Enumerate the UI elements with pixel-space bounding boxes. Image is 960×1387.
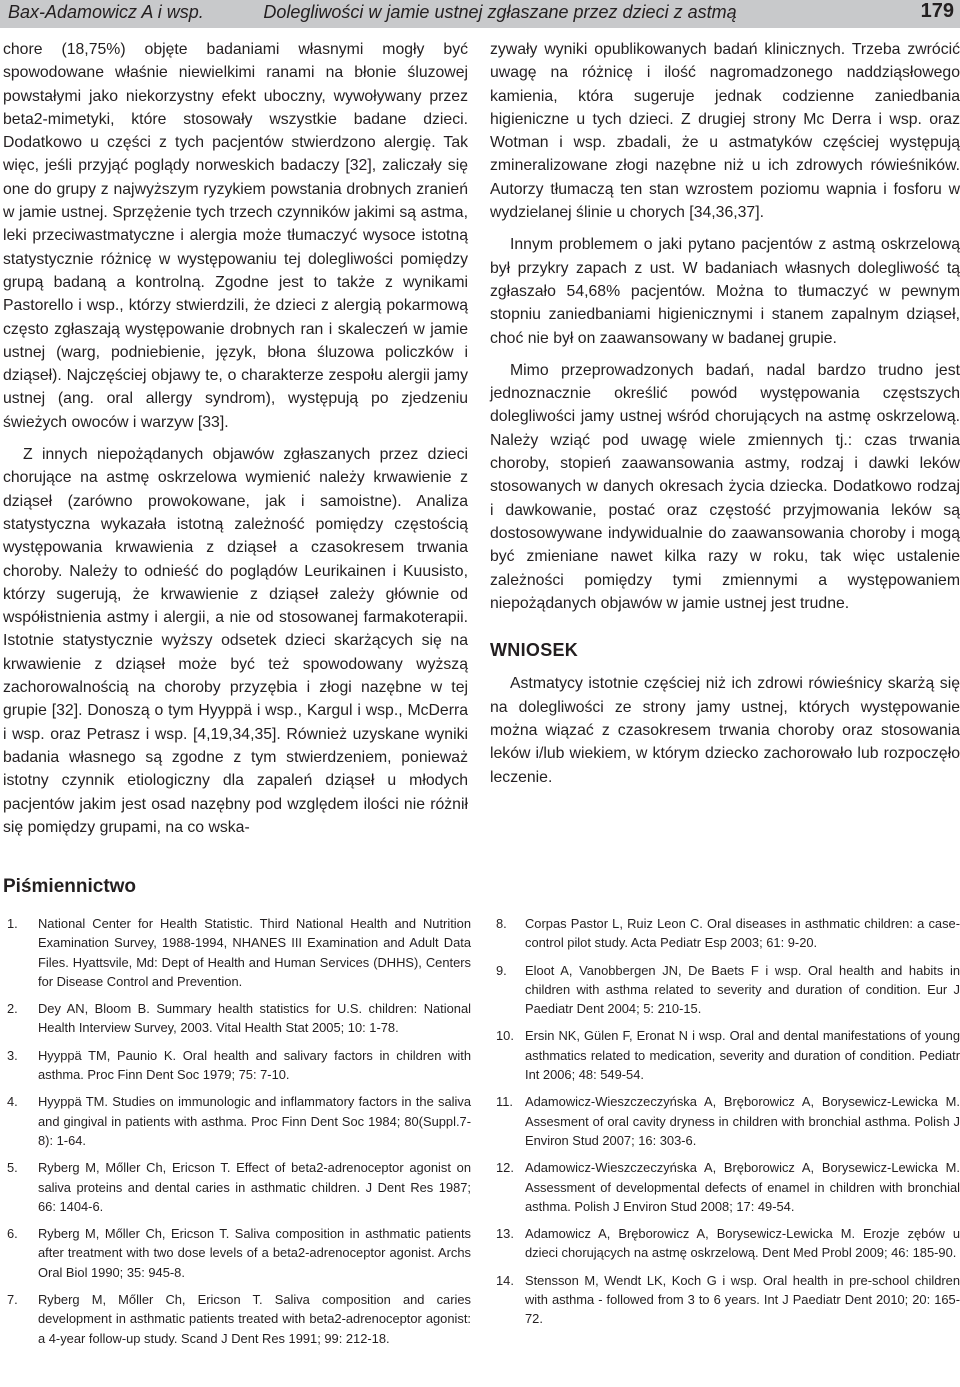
reference-item [490,1158,960,1216]
paragraph: Innym problemem o jaki pytano pacjentów z astmą oskrzelową był przykry zapach z ust. W badaniach własnych dolegliwość tą zgłaszało 54,68% pacjentów. Można to tłumaczyć w pewnym stopniu zaniedbaniami higienicznymi i stanem zapalnym dziąseł, choć nie był on zaawansowany w badanej grupie. [490,236,960,347]
references-heading: Piśmiennictwo [3,876,137,897]
reference-text: Ersin NK, Gülen F, Eronat N i wsp. Oral and dental manifestations of young asthmatics related to medication, severity and duration of condition. Pediatr Int 2006; 48: 549-54. [525,1028,960,1083]
paragraph: chore (18,75%) objęte badaniami własnymi mogły być spowodowane właśnie niewielkimi ranami na błonie śluzowej powstałymi jako niekorzystny efekt uboczny, wywoływany przez beta2-mimetyki, które stosowały wszystkie badane dzieci. Dodatkowo u części z tych pacjentów stwierdzono alergię. Tak więc, jeśli przyjąć poglądy norweskich badaczy [32], zaliczały się one do grupy z najwyższym ryzykiem powstania drobnych zranień w jamie ustnej. Sprzężenie tych trzech czynników jakimi są astma, leki przeciwastmatyczne i alergia może tłumaczyć wysoce istotną statystycznie różnicę w występowaniu tej dolegliwości pomiędzy grupą badaną a kontrolną. Zgodne jest to także z wynikami Pastorello i wsp., którzy stwierdzili, że dzieci z alergią pokarmową często zgłaszają występowanie drobnych ran i skaleczeń w jamie ustnej (warg, podniebienie, język, błona śluzowa policzków i dziąseł). Najczęściej objawy te, o charakterze zespołu alergii jamy ustnej (ang. oral allergy syndrom), występują po zjedzeniu świeżych owoców i warzyw [33]. [3,41,468,431]
reference-text: Eloot A, Vanobbergen JN, De Baets F i wsp. Oral health and habits in children with asthma related to severity and duration of condition. Eur J Paediatr Dent 2004; 5: 210-15. [525,962,960,1017]
reference-text: Hyyppä TM, Paunio K. Oral health and salivary factors in children with asthma. Proc Finn Dent Soc 1979; 75: 7-10. [38,1047,471,1083]
page-number: 179 [920,0,954,22]
reference-item [3,999,471,1038]
references-list-right [490,914,960,1337]
paragraph: Mimo przeprowadzonych badań, nadal bardzo trudno jest jednoznacznie określić powód występowania częstszych dolegliwości jamy ustnej wśród chorujących na astmę oskrzelową. Należy wziąć pod uwagę wiele zmiennych tj.: czas trwania choroby, stopień zaawansowania astmy, rodzaj i dawki leków stosowanych w danych okresach życia dziecka. Dodatkowo rodzaj i dawkowanie, postać oraz częstość przyjmowania leków są dostosowywane indywidualnie do zaawansowania choroby i mogą być zmieniane nawet kilka razy w roku, tak więc ustalenie zależności pomiędzy tymi zmiennymi a występowaniem niepożądanych objawów w jamie ustnej jest trudne. [490,361,960,612]
reference-number: 4. [7,1094,18,1110]
running-header [0,0,960,28]
reference-number: 7. [7,1292,18,1308]
paragraph: Z innych niepożądanych objawów zgłaszanych przez dzieci chorujące na astmę oskrzelowa wymienić należy krwawienie z dziąseł (zarówno prowokowane, jak i samoistne). Analiza statystyczna wykazała istotną zależność pomiędzy częstością występowania krwawienia z dziąseł a czasokresem trwania choroby. Należy to odnieść do poglądów Leurikainen i Kuusisto, którzy sugerują, że krwawienie z dziąseł zależy głównie od współistnienia astmy i alergii, a nie od stosowanej farmakoterapii. Istotnie statystycznie wyższy odsetek dzieci skarżących się na krwawienie z dziąseł może być też spowodowany wyższą zachorowalnością na choroby przyzębia i złogi nazębne w tej grupie [32]. Donoszą o tym Hyyppä i wsp., Kargul i wsp., McDerra i wsp. oraz Petrasz i wsp. [4,19,34,35]. Również uzyskane wyniki badania własnego są zgodne z tym stwierdzeniem, ponieważ istotny czynnik etiologiczny dla zapaleń dziąseł u młodych pacjentów jakim jest osad nazębny pod względem ilości nie różnił się pomiędzy grupami, na co wska- [3,446,468,836]
reference-number: 14. [496,1272,514,1288]
reference-text: Corpas Pastor L, Ruiz Leon C. Oral diseases in asthmatic children: a case-control pilot study. Acta Pediatr Esp 2003; 61: 9-20. [525,916,960,951]
references-list-left [3,914,471,1356]
reference-item [490,961,960,1019]
reference-item [3,1046,471,1085]
reference-item [490,1224,960,1263]
reference-text: Ryberg M, Mőller Ch, Ericson T. Saliva composition in asthmatic patients after treatment with two dose levels of a beta2-adrenoceptor agonist. Archs Oral Biol 1990; 35: 945-8. [38,1226,471,1280]
reference-text: Hyyppä TM. Studies on immunologic and inflammatory factors in the saliva and gingival in patients with asthma. Proc Finn Dent Soc 1984; 80(Suppl.7-8): 1-64. [38,1094,471,1148]
reference-number: 12. [496,1160,514,1176]
header-title: Dolegliwości w jamie ustnej zgłaszane przez dzieci z astmą [263,2,737,22]
reference-number: 6. [7,1226,18,1242]
header-authors: Bax-Adamowicz A i wsp. [8,2,204,22]
reference-number: 13. [496,1226,514,1242]
reference-text: Dey AN, Bloom B. Summary health statistics for U.S. children: National Health Interview Survey, 2003. Vital Health Stat 2005; 10: 1-78. [38,1001,471,1036]
reference-item [3,914,471,991]
reference-number: 1. [7,916,18,931]
reference-text: Stensson M, Wendt LK, Koch G i wsp. Oral health in pre-school children with asthma - followed from 3 to 6 years. Int J Paediatr Dent 2010; 20: 165-72. [525,1272,960,1327]
reference-text: Adamowicz A, Bręborowicz A, Borysewicz-Lewicka M. Erozje zębów u dzieci chorujących na astmę oskrzelową. Dent Med Probl 2009; 46: 185-90. [525,1226,960,1261]
reference-text: Ryberg M, Mőller Ch, Ericson T. Saliva composition and caries development in asthmatic patients treated with beta2-adrenoceptor agonist: a 4-year follow-up study. Scand J Dent Res 1991; 99: 212-18. [38,1292,471,1346]
reference-item [490,914,960,953]
reference-item [490,1092,960,1150]
reference-number: 2. [7,1001,18,1017]
reference-number: 8. [496,916,507,931]
section-heading-conclusion: WNIOSEK [490,640,579,661]
reference-item [3,1290,471,1348]
reference-text: Adamowicz-Wieszczeczyńska A, Bręborowicz A, Borysewicz-Lewicka M. Assessment of developmental defects of enamel in children with bronchial asthma. Polish J Environ Stud 2008; 17: 49-54. [525,1160,960,1214]
reference-text: Ryberg M, Mőller Ch, Ericson T. Effect of beta2-adrenoceptor agonist on saliva proteins and dental caries in asthmatic children. J Dent Res 1987; 66: 1404-6. [38,1160,471,1214]
reference-item [3,1092,471,1150]
reference-text: Adamowicz-Wieszczeczyńska A, Bręborowicz A, Borysewicz-Lewicka M. Assesment of oral cavity dryness in children with bronchial asthma. Polish J Environ Stud 2007; 16: 303-6. [525,1094,960,1148]
paragraph: Astmatycy istotnie częściej niż ich zdrowi rówieśnicy skarżą się na dolegliwości ze strony jamy ustnej, których występowanie można wiązać z czasokresem trwania choroby oraz stosowania leków i/lub wiekiem, w którym dziecko zachorowało lub rozpoczęło leczenie. [490,675,960,786]
reference-item [490,1271,960,1329]
reference-number: 3. [7,1047,18,1063]
right-column [490,38,960,798]
reference-item [3,1158,471,1216]
reference-number: 10. [496,1028,514,1044]
paragraph: zywały wyniki opublikowanych badań klinicznych. Trzeba zwrócić uwagę na różnicę i ilość nagromadzonego naddziąsłowego kamienia, która sugeruje jednak codzienne zaniedbania higieniczne u tych dzieci. Z drugiej strony Mc Derra i wsp. oraz Wotman i wsp. zbadali, że u astmatyków częściej występują zmineralizowane złogi nazębne niż u ich zdrowych rówieśników. Autorzy tłumaczą ten stan wzrostem poziomu wapnia i fosforu w wydzielanej ślinie u chorych [34,36,37]. [490,41,960,222]
reference-number: 11. [496,1094,513,1110]
reference-item [3,1224,471,1282]
reference-item [490,1026,960,1084]
reference-number: 5. [7,1160,18,1176]
left-column [3,38,468,848]
reference-text: National Center for Health Statistic. Third National Health and Nutrition Examination Survey, 1988-1994, NHANES III Examination and Adult Data Files. Hyattsvile, Md: Dept of Health and Human Services (DHHS), Centers for Disease Control and Prevention. [38,916,471,989]
reference-number: 9. [496,962,507,978]
